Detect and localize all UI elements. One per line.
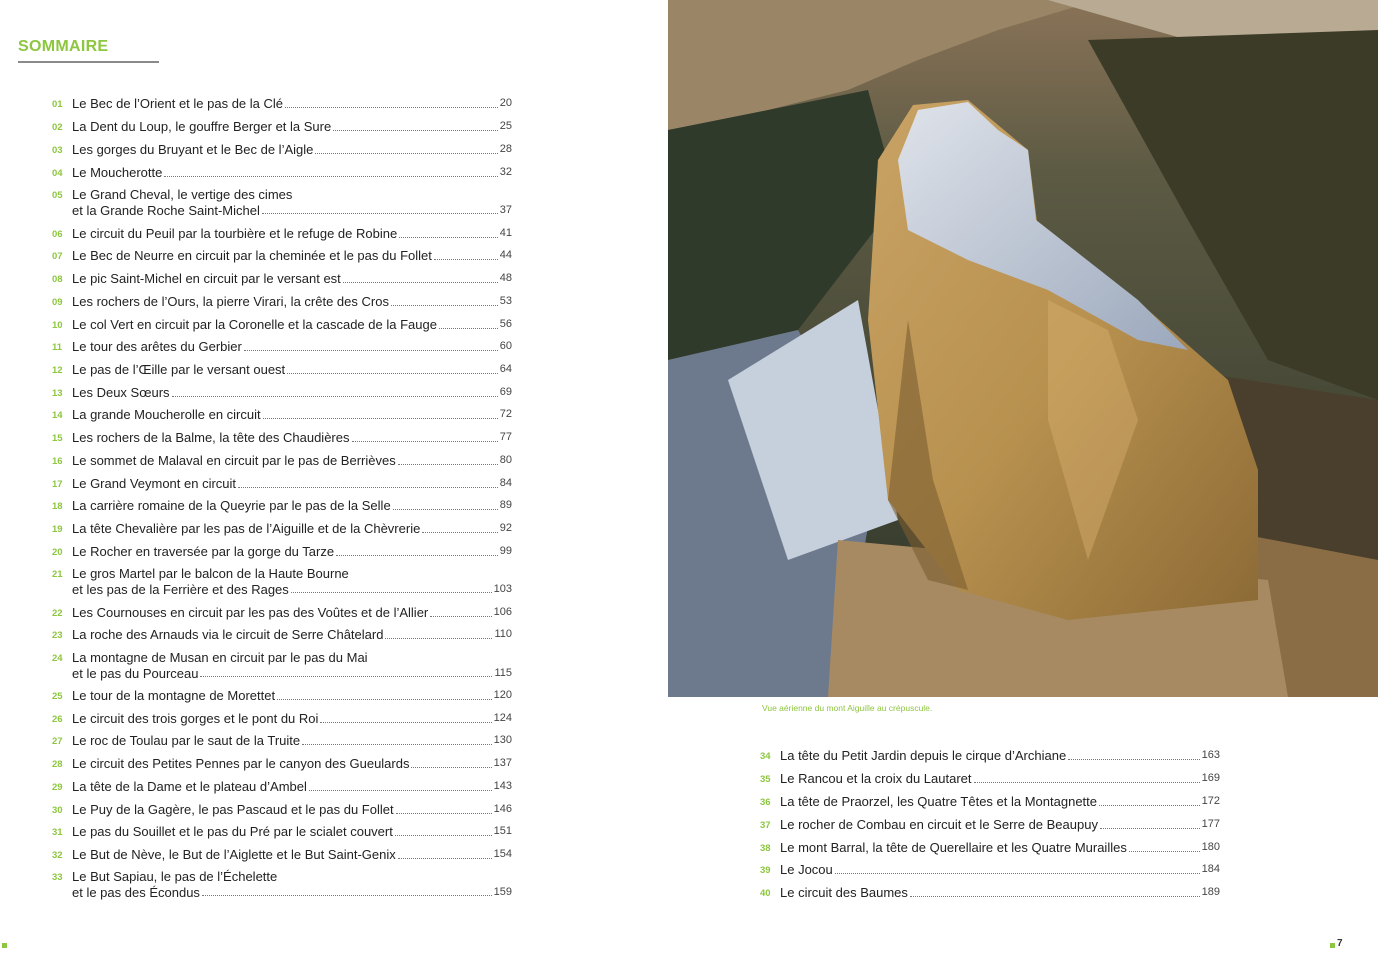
entry-title: Le col Vert en circuit par la Coronelle et la cascade de la Fauge <box>72 317 437 332</box>
entry-row <box>72 165 512 181</box>
entry-title: Le mont Barral, la tête de Querellaire et les Quatre Murailles <box>780 840 1127 855</box>
entry-number: 08 <box>52 274 63 285</box>
entry-number: 05 <box>52 190 63 201</box>
dot-leader <box>1100 827 1200 829</box>
entry-page-number: 64 <box>499 363 512 375</box>
dot-leader <box>391 304 498 306</box>
entry-title: La roche des Arnauds via le circuit de Serre Châtelard <box>72 627 384 642</box>
entry-title: La carrière romaine de la Queyrie par le pas de la Selle <box>72 498 391 513</box>
entry-row <box>72 385 512 401</box>
entry-title: Les rochers de la Balme, la tête des Chaudières <box>72 430 350 445</box>
entry-page-number: 99 <box>499 545 512 557</box>
dot-leader <box>333 129 498 131</box>
entry-row <box>72 666 512 682</box>
entry-row <box>72 271 512 287</box>
dot-leader <box>343 281 498 283</box>
entry-number: 21 <box>52 569 63 580</box>
dot-leader <box>291 591 492 593</box>
entry-row <box>72 779 512 795</box>
entry-row <box>72 498 512 514</box>
entry-row <box>72 294 512 310</box>
entry-page-number: 69 <box>499 386 512 398</box>
dot-leader <box>422 531 497 533</box>
title-underline <box>18 61 159 63</box>
entry-page-number: 25 <box>499 120 512 132</box>
entry-page-number: 84 <box>499 477 512 489</box>
dot-leader <box>238 486 498 488</box>
entry-number: 12 <box>52 365 63 376</box>
photo-caption: Vue aérienne du mont Aiguille au crépuscule. <box>762 703 933 713</box>
right-page <box>668 0 1383 959</box>
entry-page-number: 163 <box>1201 749 1220 761</box>
entry-number: 06 <box>52 229 63 240</box>
entry-page-number: 60 <box>499 340 512 352</box>
entry-page-number: 151 <box>493 825 512 837</box>
dot-leader <box>411 766 491 768</box>
entry-title: et les pas de la Ferrière et des Rages <box>72 581 289 597</box>
entry-row <box>72 824 512 840</box>
entry-number: 32 <box>52 850 63 861</box>
entry-number: 30 <box>52 805 63 816</box>
entry-page-number: 41 <box>499 227 512 239</box>
entry-page-number: 189 <box>1201 886 1220 898</box>
dot-leader <box>172 395 498 397</box>
dot-leader <box>399 236 498 238</box>
dot-leader <box>1068 758 1199 760</box>
entry-number: 26 <box>52 714 63 725</box>
entry-page-number: 169 <box>1201 772 1220 784</box>
entry-number: 39 <box>760 865 771 876</box>
entry-title: Les rochers de l’Ours, la pierre Virari, la crête des Cros <box>72 294 389 309</box>
entry-row <box>72 582 512 598</box>
entry-title: Le pic Saint-Michel en circuit par le versant est <box>72 271 341 286</box>
dot-leader <box>202 894 492 896</box>
dot-leader <box>287 372 498 374</box>
entry-row <box>72 688 512 704</box>
entry-row <box>780 840 1220 856</box>
folio-marker-left <box>2 943 7 948</box>
entry-row <box>780 794 1220 810</box>
entry-row <box>72 226 512 242</box>
entry-row <box>72 544 512 560</box>
entry-page-number: 159 <box>493 885 512 898</box>
entry-title: Le Bec de l’Orient et le pas de la Clé <box>72 96 284 111</box>
entry-title: Les Cournouses en circuit par les pas des Voûtes et de l’Allier <box>72 605 429 620</box>
entry-row <box>72 627 512 643</box>
entry-title: La tête de Praorzel, les Quatre Têtes et la Montagnette <box>780 794 1098 809</box>
entry-number: 13 <box>52 388 63 399</box>
entry-title: La grande Moucherolle en circuit <box>72 407 261 422</box>
entry-page-number: 28 <box>499 143 512 155</box>
entry-row <box>72 119 512 135</box>
entry-title: Le sommet de Malaval en circuit par le pas de Berrièves <box>72 453 396 468</box>
entry-title: Le circuit des trois gorges et le pont du Roi <box>72 711 319 726</box>
entry-number: 16 <box>52 456 63 467</box>
entry-number: 38 <box>760 843 771 854</box>
entry-title-line: Le Grand Cheval, le vertige des cimes <box>72 187 293 202</box>
aerial-photo-mont-aiguille <box>668 0 1378 697</box>
entry-number: 37 <box>760 820 771 831</box>
page-title: SOMMAIRE <box>18 38 109 55</box>
dot-leader <box>200 675 492 677</box>
entry-number: 15 <box>52 433 63 444</box>
entry-title: Le circuit des Petites Pennes par le canyon des Gueulards <box>72 756 410 771</box>
entry-page-number: 130 <box>493 734 512 746</box>
entry-row <box>780 862 1220 878</box>
entry-title-line: La montagne de Musan en circuit par le pas du Mai <box>72 650 368 665</box>
entry-page-number: 80 <box>499 454 512 466</box>
entry-title: Le Moucherotte <box>72 165 163 180</box>
entry-title: et la Grande Roche Saint-Michel <box>72 202 260 218</box>
entry-number: 31 <box>52 827 63 838</box>
entry-title-line: Le But Sapiau, le pas de l’Échelette <box>72 869 278 884</box>
entry-number: 22 <box>52 608 63 619</box>
dot-leader <box>302 743 492 745</box>
entry-title: Le pas du Souillet et le pas du Pré par le scialet couvert <box>72 824 393 839</box>
entry-page-number: 137 <box>493 757 512 769</box>
entry-page-number: 20 <box>499 97 512 109</box>
entry-page-number: 146 <box>493 803 512 815</box>
dot-leader <box>352 440 498 442</box>
entry-number: 36 <box>760 797 771 808</box>
dot-leader <box>393 508 498 510</box>
entry-title: Le Bec de Neurre en circuit par la cheminée et le pas du Follet <box>72 248 432 263</box>
entry-row <box>72 317 512 333</box>
entry-page-number: 115 <box>494 666 512 679</box>
entry-number: 01 <box>52 99 63 110</box>
entry-page-number: 172 <box>1201 795 1220 807</box>
entry-number: 18 <box>52 501 63 512</box>
entry-page-number: 89 <box>499 499 512 511</box>
dot-leader <box>262 212 498 214</box>
entry-number: 33 <box>52 872 63 883</box>
entry-title: Le Rocher en traversée par la gorge du Tarze <box>72 544 335 559</box>
entry-page-number: 32 <box>499 166 512 178</box>
entry-number: 10 <box>52 320 63 331</box>
entry-title: Les gorges du Bruyant et le Bec de l’Aigle <box>72 142 314 157</box>
entry-number: 07 <box>52 251 63 262</box>
entry-row <box>72 605 512 621</box>
entry-title-line: Le gros Martel par le balcon de la Haute Bourne <box>72 566 349 581</box>
entry-row <box>72 430 512 446</box>
entry-title: Le tour de la montagne de Morettet <box>72 688 276 703</box>
entry-number: 02 <box>52 122 63 133</box>
entry-row <box>72 362 512 378</box>
dot-leader <box>395 834 492 836</box>
entry-number: 29 <box>52 782 63 793</box>
folio-marker-right <box>1330 943 1335 948</box>
entry-row <box>72 142 512 158</box>
entry-title: Le rocher de Combau en circuit et le Serre de Beaupuy <box>780 817 1098 832</box>
dot-leader <box>398 463 498 465</box>
entry-title: Le tour des arêtes du Gerbier <box>72 339 242 354</box>
dot-leader <box>309 789 492 791</box>
entry-title: La tête de la Dame et le plateau d’Ambel <box>72 779 307 794</box>
entry-title: et le pas des Écondus <box>72 884 200 900</box>
entry-page-number: 143 <box>493 780 512 792</box>
entry-title: La Dent du Loup, le gouffre Berger et la Sure <box>72 119 332 134</box>
entry-number: 28 <box>52 759 63 770</box>
entry-row <box>72 885 512 901</box>
entry-row <box>72 521 512 537</box>
entry-number: 11 <box>52 342 63 353</box>
entry-title: et le pas du Pourceau <box>72 665 199 681</box>
dot-leader <box>835 872 1200 874</box>
dot-leader <box>164 175 497 177</box>
entry-number: 35 <box>760 774 771 785</box>
entry-row <box>72 203 512 219</box>
entry-number: 40 <box>760 888 771 899</box>
dot-leader <box>396 812 492 814</box>
entry-page-number: 72 <box>499 408 512 420</box>
dot-leader <box>974 781 1200 783</box>
entry-page-number: 53 <box>499 295 512 307</box>
dot-leader <box>1129 850 1200 852</box>
entry-row <box>72 453 512 469</box>
entry-row <box>780 771 1220 787</box>
entry-row <box>72 756 512 772</box>
entry-title: La tête du Petit Jardin depuis le cirque d’Archiane <box>780 748 1067 763</box>
entry-row <box>780 817 1220 833</box>
entry-number: 34 <box>760 751 771 762</box>
entry-page-number: 103 <box>493 582 512 595</box>
entry-row <box>780 748 1220 764</box>
entry-number: 20 <box>52 547 63 558</box>
entry-page-number: 106 <box>493 606 512 618</box>
dot-leader <box>434 258 498 260</box>
dot-leader <box>285 106 498 108</box>
entry-number: 25 <box>52 691 63 702</box>
entry-number: 17 <box>52 479 63 490</box>
entry-number: 27 <box>52 736 63 747</box>
dot-leader <box>244 349 498 351</box>
dot-leader <box>398 857 492 859</box>
entry-page-number: 37 <box>499 203 512 216</box>
dot-leader <box>315 152 497 154</box>
entry-number: 03 <box>52 145 63 156</box>
entry-title: Le pas de l’Œille par le versant ouest <box>72 362 286 377</box>
entry-row <box>72 802 512 818</box>
entry-number: 09 <box>52 297 63 308</box>
entry-row <box>72 407 512 423</box>
entry-number: 24 <box>52 653 63 664</box>
dot-leader <box>263 417 498 419</box>
entry-page-number: 180 <box>1201 841 1220 853</box>
entry-title: La tête Chevalière par les pas de l’Aiguille et de la Chèvrerie <box>72 521 421 536</box>
entry-page-number: 92 <box>499 522 512 534</box>
entry-title: Le Puy de la Gagère, le pas Pascaud et le pas du Follet <box>72 802 394 817</box>
entry-page-number: 77 <box>499 431 512 443</box>
entry-title: Le circuit du Peuil par la tourbière et le refuge de Robine <box>72 226 398 241</box>
entry-row <box>72 248 512 264</box>
entry-page-number: 154 <box>493 848 512 860</box>
entry-title: Le roc de Toulau par le saut de la Truite <box>72 733 301 748</box>
page-number: 7 <box>1337 938 1343 949</box>
entry-title: Le Grand Veymont en circuit <box>72 476 237 491</box>
entry-number: 23 <box>52 630 63 641</box>
dot-leader <box>910 895 1200 897</box>
entry-title: Le But de Nève, le But de l’Aiglette et le But Saint-Genix <box>72 847 396 862</box>
entry-number: 14 <box>52 410 63 421</box>
entry-page-number: 124 <box>493 712 512 724</box>
dot-leader <box>439 327 498 329</box>
entry-title: Le Rancou et la croix du Lautaret <box>780 771 972 786</box>
entry-row <box>72 711 512 727</box>
entry-row <box>72 339 512 355</box>
entry-page-number: 56 <box>499 318 512 330</box>
dot-leader <box>430 615 491 617</box>
entry-number: 04 <box>52 168 63 179</box>
dot-leader <box>336 554 498 556</box>
entry-row <box>72 733 512 749</box>
entry-title: Le Jocou <box>780 862 833 877</box>
entry-title: Les Deux Sœurs <box>72 385 170 400</box>
entry-page-number: 120 <box>493 689 512 701</box>
dot-leader <box>385 637 492 639</box>
entry-page-number: 177 <box>1201 818 1220 830</box>
dot-leader <box>277 698 492 700</box>
entry-page-number: 48 <box>499 272 512 284</box>
entry-number: 19 <box>52 524 63 535</box>
entry-row <box>72 96 512 112</box>
dot-leader <box>1099 804 1200 806</box>
entry-page-number: 110 <box>494 628 512 640</box>
entry-row <box>72 847 512 863</box>
entry-page-number: 184 <box>1201 863 1220 875</box>
entry-page-number: 44 <box>499 249 512 261</box>
entry-title: Le circuit des Baumes <box>780 885 908 900</box>
entry-row <box>72 476 512 492</box>
entry-row <box>780 885 1220 901</box>
dot-leader <box>320 721 491 723</box>
